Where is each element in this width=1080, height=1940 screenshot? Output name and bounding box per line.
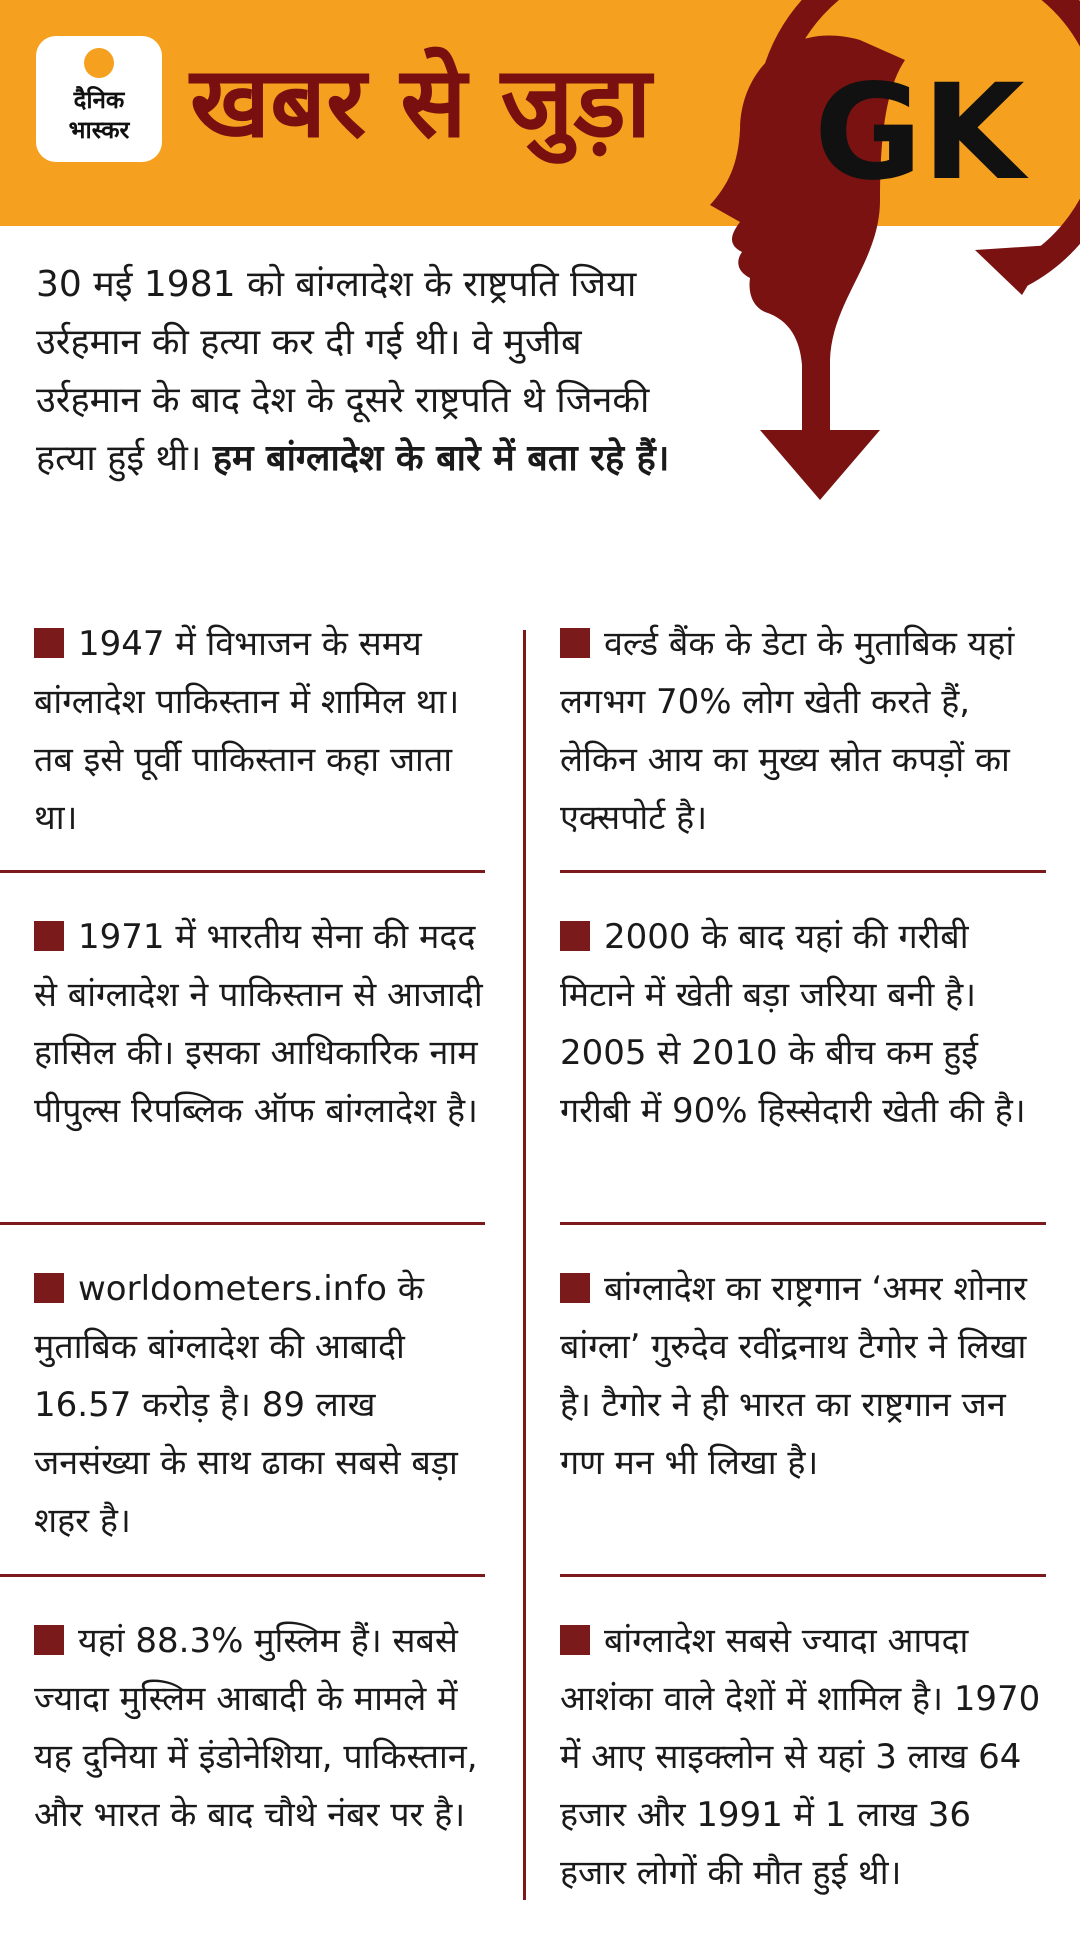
fact-text: बांग्लादेश सबसे ज्यादा आपदा आशंका वाले देशों में शामिल है। 1970 में आए साइक्लोन से यहां 3 लाख 64 हजार और 1991 में 1 लाख 36 हजार लोगों की मौत हुई थी। xyxy=(560,1621,1041,1893)
separator-right-3 xyxy=(560,1574,1046,1577)
fact-item xyxy=(560,1612,1046,1902)
fact-item xyxy=(34,1260,484,1550)
column-divider xyxy=(523,630,526,1900)
separator-left-1 xyxy=(0,870,485,873)
square-bullet-icon xyxy=(34,628,64,658)
square-bullet-icon xyxy=(560,1273,590,1303)
logo-line-1: दैनिक xyxy=(73,86,125,114)
logo-line-2: भास्कर xyxy=(68,116,130,144)
gk-badge: GK xyxy=(814,56,1025,210)
intro-paragraph xyxy=(36,256,676,488)
separator-right-1 xyxy=(560,870,1046,873)
fact-item xyxy=(560,615,1046,847)
fact-text: यहां 88.3% मुस्लिम हैं। सबसे ज्यादा मुस्लिम आबादी के मामले में यह दुनिया में इंडोनेशिया, पाकिस्तान, और भारत के बाद चौथे नंबर पर है। xyxy=(34,1621,478,1835)
fact-item xyxy=(34,908,484,1140)
separator-left-3 xyxy=(0,1574,485,1577)
fact-text: 2000 के बाद यहां की गरीबी मिटाने में खेती बड़ा जरिया बनी है। 2005 से 2010 के बीच कम हुई गरीबी में 90% हिस्सेदारी खेती की है। xyxy=(560,917,1026,1131)
fact-text: बांग्लादेश का राष्ट्रगान ‘अमर शोनार बांग्ला’ गुरुदेव रवींद्रनाथ टैगोर ने लिखा है। टैगोर ने ही भारत का राष्ट्रगान जन गण मन भी लिखा है। xyxy=(560,1269,1027,1483)
fact-text: 1971 में भारतीय सेना की मदद से बांग्लादेश ने पाकिस्तान से आजादी हासिल की। इसका आधिकारिक नाम पीपुल्स रिपब्लिक ऑफ बांग्लादेश है। xyxy=(34,917,483,1131)
separator-left-2 xyxy=(0,1222,485,1225)
fact-text: worldometers.info के मुताबिक बांग्लादेश की आबादी 16.57 करोड़ है। 89 लाख जनसंख्या के साथ ढाका सबसे बड़ा शहर है। xyxy=(34,1269,458,1541)
square-bullet-icon xyxy=(34,921,64,951)
square-bullet-icon xyxy=(560,628,590,658)
fact-text: वर्ल्ड बैंक के डेटा के मुताबिक यहां लगभग 70% लोग खेती करते हैं, लेकिन आय का मुख्य स्रोत कपड़ों का एक्सपोर्ट है। xyxy=(560,624,1015,838)
square-bullet-icon xyxy=(34,1625,64,1655)
fact-item xyxy=(34,615,484,847)
separator-right-2 xyxy=(560,1222,1046,1225)
intro-text: 30 मई 1981 को बांग्लादेश के राष्ट्रपति जिया उर्रहमान की हत्या कर दी गई थी। वे मुजीब उर्रहमान के बाद देश के दूसरे राष्ट्रपति थे जिनकी हत्या हुई थी। xyxy=(36,264,650,479)
fact-item xyxy=(560,1260,1046,1492)
fact-item xyxy=(34,1612,484,1844)
fact-text: 1947 में विभाजन के समय बांग्लादेश पाकिस्तान में शामिल था। तब इसे पूर्वी पाकिस्तान कहा जाता था। xyxy=(34,624,460,838)
page-title: खबर से जुड़ा xyxy=(190,46,652,160)
fact-item xyxy=(560,908,1046,1140)
square-bullet-icon xyxy=(34,1273,64,1303)
intro-bold-text: हम बांग्लादेश के बारे में बता रहे हैं। xyxy=(212,438,670,479)
square-bullet-icon xyxy=(560,921,590,951)
square-bullet-icon xyxy=(560,1625,590,1655)
